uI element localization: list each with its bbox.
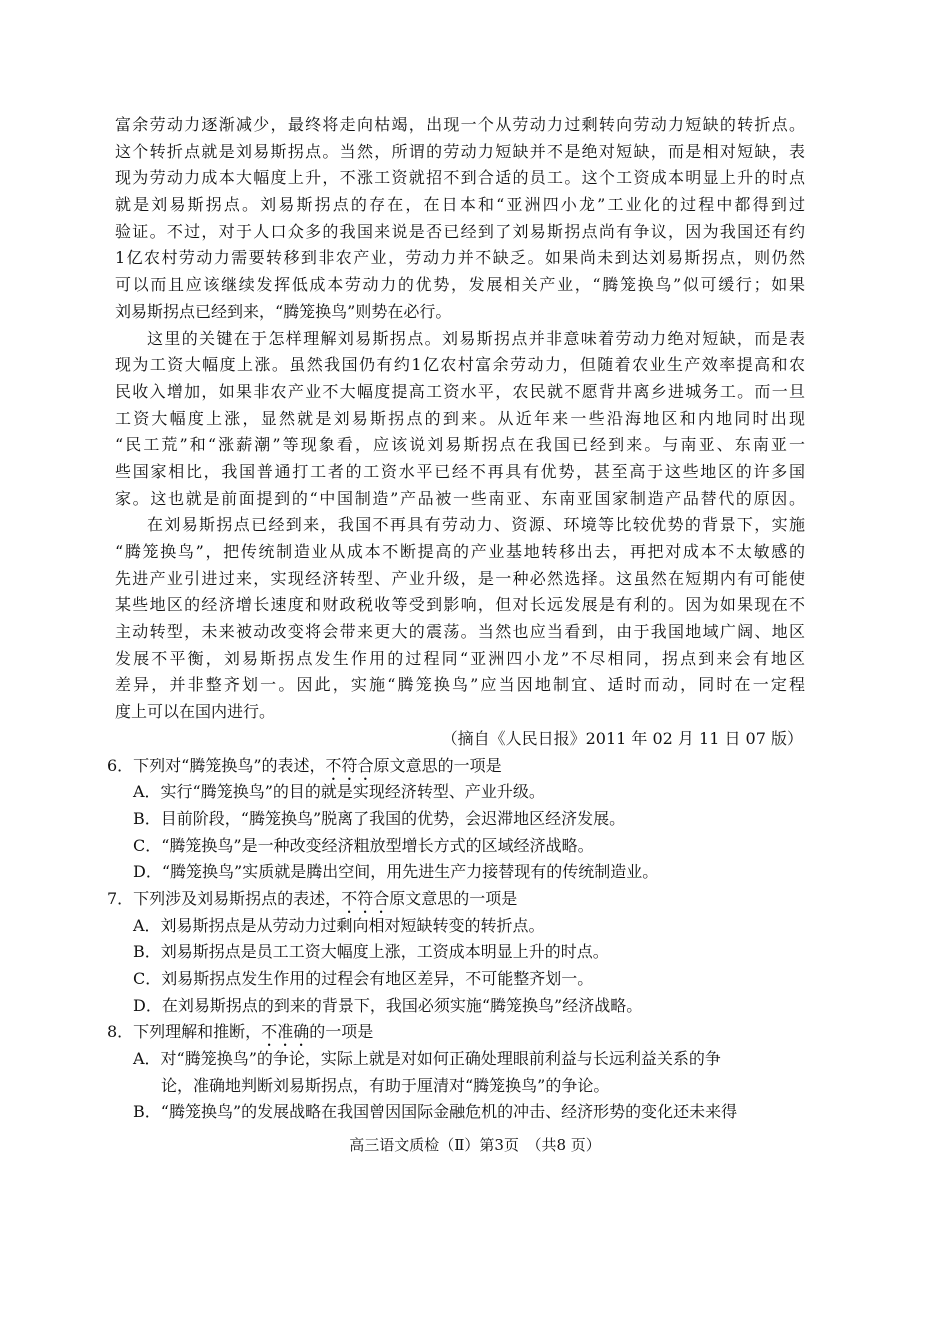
option-a: A．刘易斯拐点是从劳动力过剩向相对短缺转变的转折点。 (133, 915, 545, 935)
text-line: 些国家相比，我国普通打工者的工资水平已经不再具有优势，甚至高于这些地区的许多国 (115, 461, 805, 481)
option-a: A．实行“腾笼换鸟”的目的就是实现经济转型、产业升级。 (133, 782, 545, 802)
text-line: 这里的关键在于怎样理解刘易斯拐点。刘易斯拐点并非意味着劳动力绝对短缺，而是表 (147, 328, 805, 348)
question-stem (107, 886, 805, 913)
stem-text: 原文意思的一项是 (373, 755, 502, 775)
text-line: 刘易斯拐点已经到来，“腾笼换鸟”则势在必行。 (115, 301, 452, 321)
text-line: 民收入增加，如果非农产业不大幅度提高工资水平，农民就不愿背井离乡进城务工。而一旦 (115, 381, 805, 401)
option-a-continued: 论，准确地判断刘易斯拐点，有助于厘清对“腾笼换鸟”的争论。 (161, 1075, 610, 1095)
stem-text: 7．下列涉及刘易斯拐点的表述， (107, 888, 342, 908)
text-line: 在刘易斯拐点已经到来，我国不再具有劳动力、资源、环境等比较优势的背景下，实施 (147, 515, 805, 535)
emphasized-text: 不符合 (341, 888, 390, 908)
text-line: 现为工资大幅度上涨。虽然我国仍有约1亿农村富余劳动力，但随着农业生产效率提高和农 (115, 355, 805, 375)
stem-text: 的一项是 (309, 1022, 374, 1042)
option-d: D．“腾笼换鸟”实质就是腾出空间，用先进生产力接替现有的传统制造业。 (133, 862, 659, 882)
exam-page (107, 112, 805, 1126)
page-footer: 高三语文质检（Ⅱ）第3页 （共8 页） (349, 1136, 601, 1154)
question-7 (107, 886, 805, 1019)
passage-source: （摘自《人民日报》2011 年 02 月 11 日 07 版） (441, 728, 803, 748)
text-line: 现为劳动力成本大幅度上升，不涨工资就招不到合适的员工。这个工资成本明显上升的时点 (115, 168, 805, 188)
text-line: 发展不平衡，刘易斯拐点发生作用的过程同“亚洲四小龙”不尽相同，拐点到来会有地区 (115, 648, 805, 668)
text-line: 这个转折点就是刘易斯拐点。当然，所谓的劳动力短缺并不是绝对短缺，而是相对短缺，表 (115, 141, 805, 161)
question-stem (107, 1019, 805, 1046)
stem-text: 原文意思的一项是 (389, 888, 518, 908)
question-6 (107, 753, 805, 886)
option-d: D．在刘易斯拐点的到来的背景下，我国必须实施“腾笼换鸟”经济战略。 (133, 995, 643, 1015)
emphasized-text: 不准确 (261, 1022, 310, 1042)
option-c: C．“腾笼换鸟”是一种改变经济粗放型增长方式的区域经济战略。 (133, 835, 594, 855)
text-line: 差异，并非整齐划一。因此，实施“腾笼换鸟”应当因地制宜、适时而动，同时在一定程 (115, 675, 805, 695)
text-line: “腾笼换鸟”，把传统制造业从成本不断提高的产业基地转移出去，再把对成本不太敏感的 (115, 542, 805, 561)
passage-paragraph-3 (115, 512, 805, 726)
text-line: 就是刘易斯拐点。刘易斯拐点的存在，在日本和“亚洲四小龙”工业化的过程中都得到过 (115, 195, 805, 215)
passage-paragraph-2 (115, 326, 805, 513)
text-line: “民工荒”和“涨薪潮”等现象看，应该说刘易斯拐点在我国已经到来。与南亚、东南亚一 (115, 435, 805, 455)
question-stem (107, 753, 805, 780)
text-line: 先进产业引进过来，实现经济转型、产业升级，是一种必然选择。这虽然在短期内有可能使 (115, 568, 805, 588)
option-c: C．刘易斯拐点发生作用的过程会有地区差异，不可能整齐划一。 (133, 969, 594, 988)
text-line: 某些地区的经济增长速度和财政税收等受到影响，但对长远发展是有利的。因为如果现在不 (115, 595, 805, 615)
stem-text: 6．下列对“腾笼换鸟”的表述， (107, 755, 326, 775)
option-b: B．“腾笼换鸟”的发展战略在我国曾因国际金融危机的冲击、经济形势的变化还未来得 (133, 1102, 738, 1122)
passage-paragraph-1 (115, 112, 805, 326)
text-line: 富余劳动力逐渐减少，最终将走向枯竭，出现一个从劳动力过剩转向劳动力短缺的转折点。 (115, 115, 805, 134)
stem-text: 8．下列理解和推断， (107, 1022, 262, 1042)
text-line: 验证。不过，对于人口众多的我国来说是否已经到了刘易斯拐点尚有争议，因为我国还有约 (115, 221, 805, 241)
text-line: 家。这也就是前面提到的“中国制造”产品被一些南亚、东南亚国家制造产品替代的原因。 (115, 488, 805, 508)
text-line: 工资大幅度上涨，显然就是刘易斯拐点的到来。从近年来一些沿海地区和内地同时出现 (115, 408, 805, 428)
emphasized-text: 不符合 (325, 755, 374, 775)
text-line: 主动转型，未来被动改变将会带来更大的震荡。当然也应当看到，由于我国地域广阔、地区 (115, 622, 805, 642)
option-b: B．目前阶段，“腾笼换鸟”脱离了我国的优势，会迟滞地区经济发展。 (133, 808, 626, 828)
question-8 (107, 1019, 805, 1126)
text-line: 可以而且应该继续发挥低成本劳动力的优势，发展相关产业，“腾笼换鸟”似可缓行；如果 (115, 275, 805, 295)
text-line: 度上可以在国内进行。 (115, 702, 276, 722)
text-line: 1亿农村劳动力需要转移到非农产业，劳动力并不缺乏。如果尚未到达刘易斯拐点，则仍然 (115, 248, 805, 268)
option-b: B．刘易斯拐点是员工工资大幅度上涨，工资成本明显上升的时点。 (133, 942, 609, 962)
option-a: A．对“腾笼换鸟”的争论，实际上就是对如何正确处理眼前利益与长远利益关系的争 (133, 1049, 721, 1069)
